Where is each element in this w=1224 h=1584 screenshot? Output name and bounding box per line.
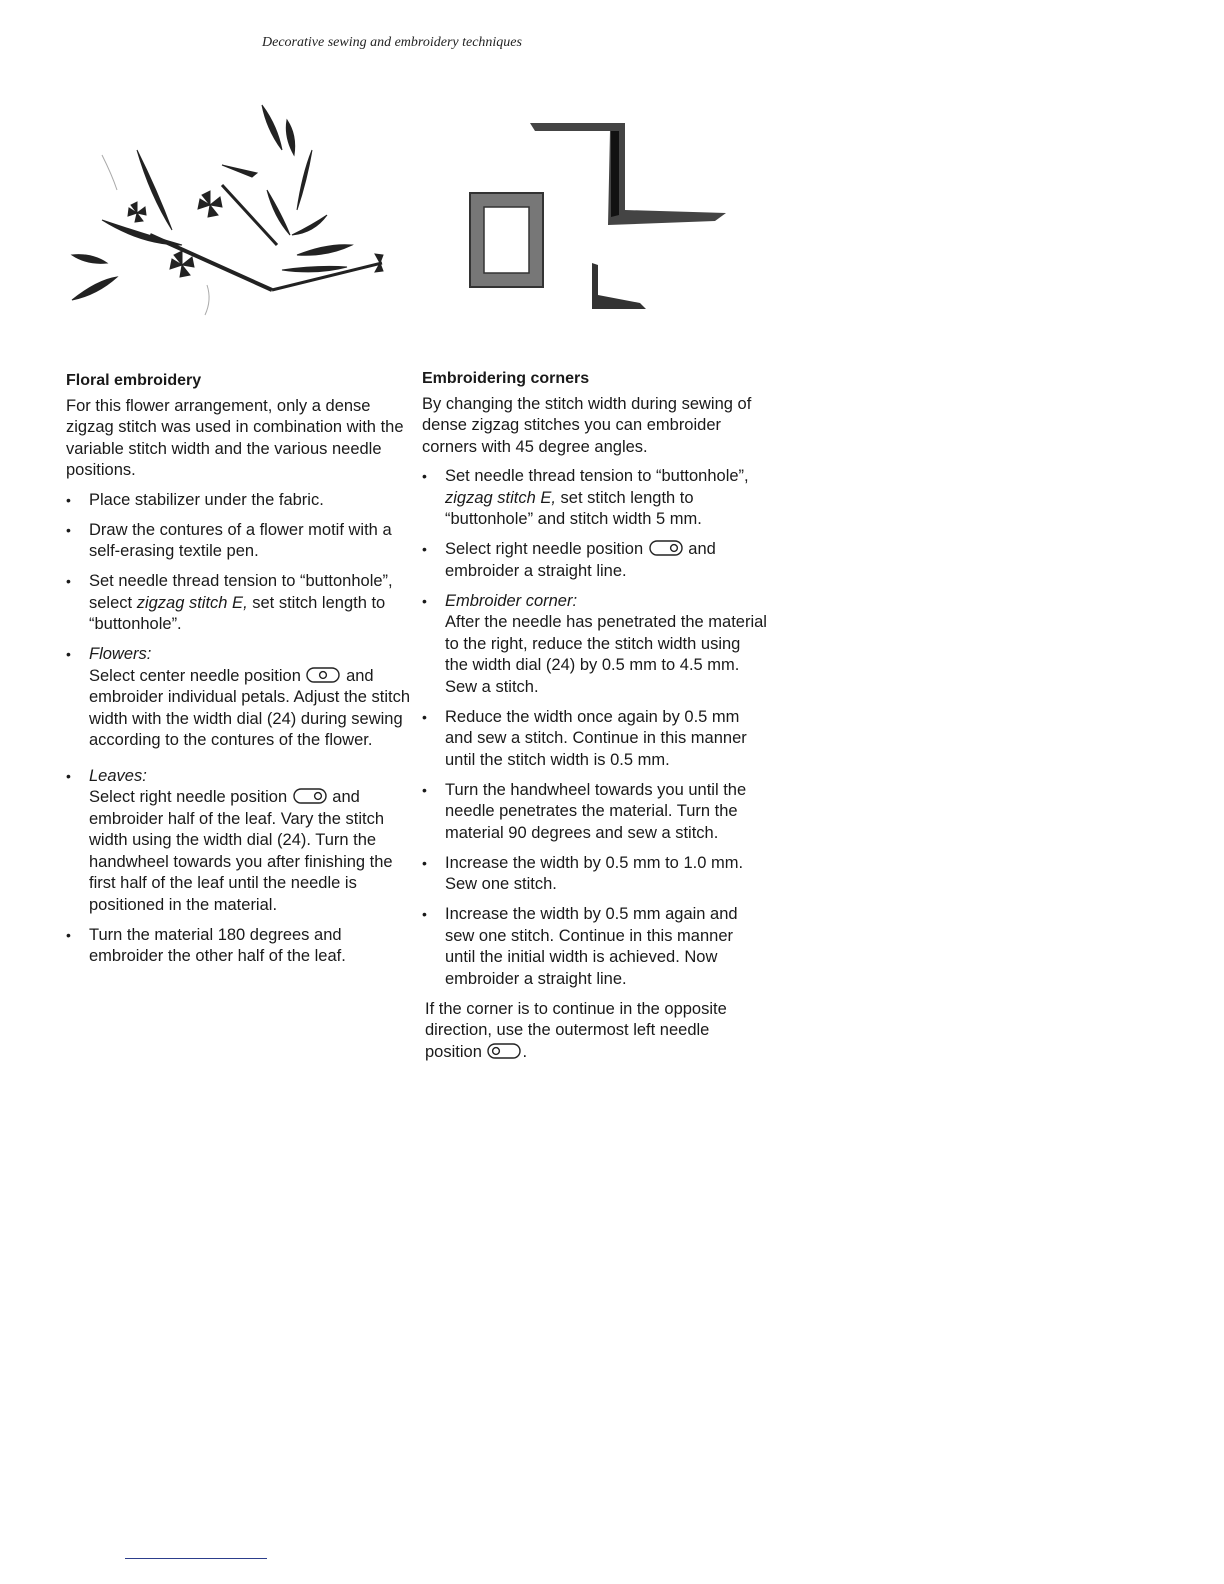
floral-embroidery-heading: Floral embroidery (66, 372, 202, 389)
needle-position-right-icon (649, 540, 683, 556)
list-item: • Select right needle position and embroider a straight line. (422, 539, 767, 582)
flowers-subheading: • Flowers: (89, 645, 152, 663)
floral-steps-list (66, 490, 411, 968)
list-item: • Flowers: Select center needle position and embroider individual petals. Adjust the stitch width with the width dial (24) during sewing according to the contures of the flower. (66, 644, 411, 752)
list-item: • Increase the width by 0.5 mm again and sew one stitch. Continue in this manner until the initial width is achieved. Now embroider a straight line. (422, 904, 767, 990)
leaves-subheading: • Leaves: (89, 766, 147, 785)
needle-position-right-icon (293, 788, 327, 804)
list-item: • Turn the material 180 degrees and embroider the other half of the leaf. (66, 925, 411, 968)
list-item: • Reduce the width once again by 0.5 mm and sew a stitch. Continue in this manner until the stitch width is 0.5 mm. (422, 707, 767, 772)
floral-embroidery-illustration (62, 95, 402, 325)
list-item: • Increase the width by 0.5 mm to 1.0 mm. Sew one stitch. (422, 853, 767, 896)
embroidered-corners-illustration (460, 115, 740, 320)
list-item: • Turn the handwheel towards you until the needle penetrates the material. Turn the material 90 degrees and sew a stitch. (422, 780, 767, 845)
embroider-corner-subheading: • Embroider corner: (445, 591, 578, 610)
corners-intro-text: By changing the stitch width during sewing of dense zigzag stitches you can embroider corners with 45 degree angles. (422, 394, 752, 456)
needle-position-left-icon (487, 1043, 521, 1059)
embroidering-corners-section (422, 368, 767, 1063)
list-item: • Place stabilizer under the fabric. (66, 490, 411, 512)
footer-rule (125, 1558, 267, 1559)
list-item: • Embroider corner: After the needle has penetrated the material to the right, reduce the stitch width using the width dial (24) by 0.5 mm to 4.5 mm. Sew a stitch. (422, 591, 767, 699)
corners-steps-list (422, 466, 767, 990)
list-item: • Leaves: Select right needle position and embroider half of the leaf. Vary the stitch width using the width dial (24). Turn the handwheel towards you after finishing the first half of the leaf until the needle is positioned in the material. (66, 766, 411, 917)
corners-outro-text: If the corner is to continue in the opposite direction, use the outermost left needle position . (425, 999, 727, 1061)
embroidering-corners-heading: Embroidering corners (422, 370, 590, 387)
floral-embroidery-section (66, 370, 411, 976)
list-item: • Set needle thread tension to “buttonhole”, select zigzag stitch E, set stitch length to “buttonhole”. (66, 571, 411, 636)
list-item: • Draw the contures of a flower motif with a self-erasing textile pen. (66, 520, 411, 563)
running-title: Decorative sewing and embroidery techniques (262, 35, 522, 50)
needle-position-center-icon (306, 667, 340, 683)
list-item: • Set needle thread tension to “buttonhole”, zigzag stitch E, set stitch length to “buttonhole” and stitch width 5 mm. (422, 466, 767, 531)
floral-intro-text: For this flower arrangement, only a dense zigzag stitch was used in combination with the variable stitch width and the various needle positions. (66, 396, 404, 479)
